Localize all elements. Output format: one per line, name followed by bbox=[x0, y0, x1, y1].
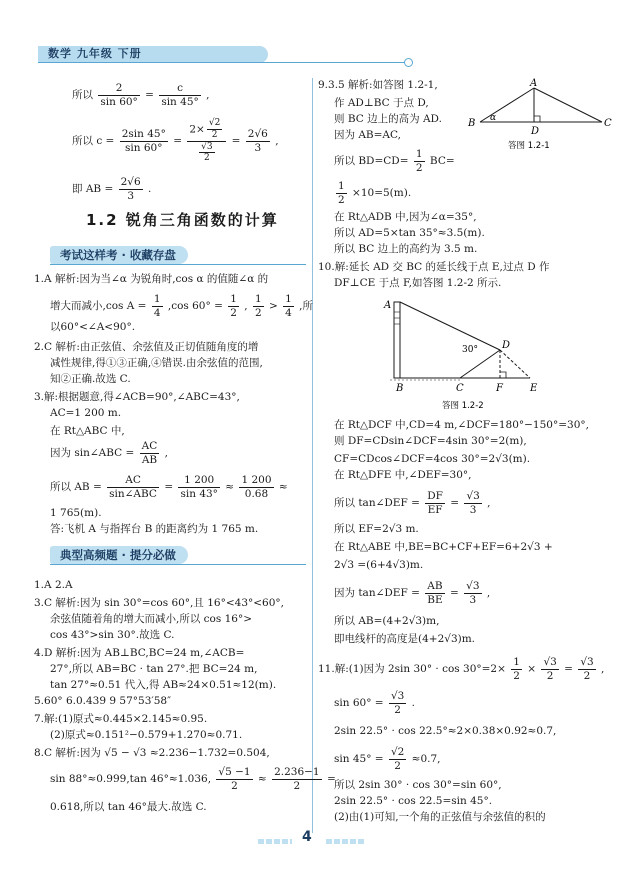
r3-line-3: cos 43°>sin 30°.故选 C. bbox=[50, 629, 175, 641]
q3-line-1: 3.解:根据题意,得∠ACB=90°,∠ABC=43°, bbox=[34, 391, 240, 403]
s10-line-1: 10.解:延长 AD 交 BC 的延长线于点 E,过点 D 作 bbox=[318, 261, 550, 273]
column-divider bbox=[312, 78, 313, 833]
fig2-label-f: F bbox=[496, 383, 503, 394]
s9-line-1: 9.3.5 解析:如答图 1.2-1, bbox=[318, 79, 438, 91]
banner-frequent: 典型高频题 · 提分必做 bbox=[50, 546, 188, 564]
eq-line-1: 所以 $\frac{2}{\sin 60^\circ}$ = $\frac{c}{\sin 45^\circ}$ , bbox=[72, 82, 210, 108]
s10-line-10: 2√3 =(6+4√3)m. bbox=[334, 559, 424, 571]
fig2-line-ad bbox=[400, 302, 500, 350]
fig1-caption: 答图 1.2-1 bbox=[508, 141, 550, 151]
fig2-label-d: D bbox=[502, 340, 511, 351]
r5-line: 5.60° 6.0.439 9 57°53′58″ bbox=[34, 695, 172, 707]
footer-left-bar bbox=[258, 839, 292, 844]
q1-line-3: 以60°<∠A<90°. bbox=[50, 321, 136, 333]
figure-1-2-2 bbox=[382, 294, 562, 414]
r7-line-1: 7.解:(1)原式≈0.445×2.145≈0.95. bbox=[34, 713, 208, 725]
s9-line-4: 因为 AB=AC, bbox=[334, 129, 402, 141]
s10-line-3: 在 Rt△DCF 中,CD=4 m,∠DCF=180°−150°=30°, bbox=[334, 419, 589, 431]
r4-line-2: 27°,所以 AB=BC · tan 27°.把 BC=24 m, bbox=[50, 663, 258, 675]
q3-line-3: 在 Rt△ABC 中, bbox=[50, 425, 125, 437]
s10-line-4: 则 DF=CDsin∠DCF=4sin 30°=2(m), bbox=[334, 435, 527, 447]
s9-line-9: 所以 BC 边上的高约为 3.5 m. bbox=[334, 243, 478, 255]
fig2-label-a: A bbox=[384, 300, 392, 311]
s10-line-5: CF=CDcos∠DCF=4cos 30°=2√3(m). bbox=[334, 453, 531, 465]
r8-line-1: 8.C 解析:因为 √5 − √3 ≈2.236−1.732=0.504, bbox=[34, 747, 270, 759]
banner-exam: 考试这样考 · 收藏存盘 bbox=[50, 246, 188, 264]
fig2-label-b: B bbox=[396, 383, 404, 394]
fig1-label-d: D bbox=[531, 126, 540, 137]
q1-line-2: 增大而减小,cos A = $\frac{1}{4}$ ,cos 60° = $\frac{1}{2}$ , $\frac{1}{2}$ > $\frac{1}{4}$ ,所 bbox=[50, 293, 313, 319]
q3-line-4: 因为 sin∠ABC = $\frac{AC}{AB}$ , bbox=[50, 440, 168, 466]
page-number: 4 bbox=[302, 829, 312, 845]
s11-line-4: sin 45° = $\frac{√2}{2}$ ≈0.7, bbox=[334, 746, 441, 772]
s9-line-8: 所以 AD=5×tan 35°≈3.5(m). bbox=[334, 227, 485, 239]
figure-1-2-1 bbox=[462, 78, 618, 156]
r7-line-2: (2)原式≈0.151²−0.579+1.270≈0.71. bbox=[50, 729, 243, 741]
r8-line-3: 0.618,所以 tan 46°最大.故选 C. bbox=[50, 801, 207, 813]
s10-line-7: 所以 tan∠DEF = $\frac{DF}{EF}$ = $\frac{√3}{3}$ , bbox=[334, 490, 491, 516]
fig2-label-c: C bbox=[456, 383, 464, 394]
fig2-label-angle: 30° bbox=[462, 345, 478, 355]
banner-frequent-rule bbox=[50, 564, 306, 565]
s11-line-2: sin 60° = $\frac{√3}{2}$ . bbox=[334, 690, 415, 716]
s11-line-3: 2sin 22.5° · cos 22.5°≈2×0.38×0.92≈0.7, bbox=[334, 725, 557, 737]
fig1-label-c: C bbox=[604, 118, 612, 129]
r8-line-2: sin 88°≈0.999,tan 46°≈1.036, $\frac{√5 -1}{2}$ ≈ $\frac{2.236-1}{2}$ = bbox=[50, 766, 336, 792]
r4-line-3: tan 27°≈0.51 代入,得 AB≈24×0.51≈12(m). bbox=[50, 679, 277, 691]
s11-line-1: 11.解:(1)因为 2sin 30° · cos 30°=2× $\frac{1}{2}$ × $\frac{√3}{2}$ = $\frac{√3}{2}$ , bbox=[318, 656, 605, 682]
s10-line-12: 所以 AB=(4+2√3)m, bbox=[334, 615, 440, 627]
s10-line-6: 在 Rt△DFE 中,∠DEF=30°, bbox=[334, 469, 472, 481]
s9-line-5: 所以 BD=CD= $\frac{1}{2}$ BC= bbox=[334, 148, 455, 174]
fig1-label-alpha: α bbox=[490, 113, 497, 123]
q3-line-7: 答:飞机 A 与指挥台 B 的距离约为 1 765 m. bbox=[50, 523, 259, 535]
fig2-pole bbox=[394, 302, 400, 378]
eq-line-2: 所以 c = $\frac{2\sin 45^\circ}{\sin 60^\circ}$ = 2× $\frac{√2}{2}$ $\frac{√3}{2}$ = $\frac{2√6}{3}$ , bbox=[72, 118, 279, 164]
q3-line-5: 所以 AB = $\frac{AC}{\text{sin∠ABC}}$ = $\frac{1 200}{\sin 43^\circ}$ ≈ $\frac{1 200}{0.68}$ ≈ bbox=[50, 474, 288, 500]
section-title: 1.2 锐角三角函数的计算 bbox=[86, 211, 279, 229]
s10-line-2: DF⊥CE 于点 F,如答图 1.2-2 所示. bbox=[334, 277, 502, 289]
r3-line-2: 余弦值随着角的增大而减小,所以 cos 16°> bbox=[50, 613, 253, 625]
banner-exam-rule bbox=[50, 264, 306, 265]
s10-line-9: 在 Rt△ABE 中,BE=BC+CF+EF=6+2√3 + bbox=[334, 541, 553, 553]
s9-line-3: 则 BC 边上的高为 AD. bbox=[334, 113, 442, 125]
fig1-label-a: A bbox=[530, 78, 538, 89]
q3-line-6: 1 765(m). bbox=[50, 507, 102, 519]
q1-line-1: 1.A 解析:因为当∠α 为锐角时,cos α 的值随∠α 的 bbox=[34, 273, 269, 285]
s11-line-7: (2)由(1)可知,一个角的正弦值与余弦值的积的 bbox=[334, 811, 546, 823]
fig1-side-ab bbox=[480, 88, 534, 122]
s9-line-2: 作 AD⊥BC 于点 D, bbox=[334, 97, 429, 109]
r4-line-1: 4.D 解析:因为 AB⊥BC,BC=24 m,∠ACB= bbox=[34, 647, 245, 659]
header-rule bbox=[38, 62, 408, 63]
fig1-right-angle-icon bbox=[534, 116, 540, 122]
fig2-caption: 答图 1.2-2 bbox=[442, 401, 484, 411]
s11-line-6: 2sin 22.5° · cos 22.5=sin 45°. bbox=[334, 795, 493, 807]
q2-line-3: 知②正确.故选 C. bbox=[50, 373, 131, 385]
q2-line-1: 2.C 解析:由正弦值、余弦值及正切值随角度的增 bbox=[34, 341, 259, 353]
fig2-line-de bbox=[500, 350, 530, 378]
eq-line-3: 即 AB = $\frac{2√6}{3}$ . bbox=[72, 176, 152, 202]
r1-line: 1.A 2.A bbox=[34, 579, 73, 591]
fig2-label-e: E bbox=[530, 383, 538, 394]
q2-line-2: 减性规律,得①③正确,④错误.由余弦值的范围, bbox=[50, 357, 263, 369]
s10-line-11: 因为 tan∠DEF = $\frac{AB}{BE}$ = $\frac{√3}{3}$ , bbox=[334, 580, 491, 606]
fig1-side-ac bbox=[534, 88, 602, 122]
fig2-right-angle-icon bbox=[500, 372, 506, 378]
header-title: 数学 九年级 下册 bbox=[48, 47, 142, 60]
q3-line-2: AC=1 200 m. bbox=[50, 407, 122, 419]
fig1-label-b: B bbox=[468, 118, 476, 129]
r3-line-1: 3.C 解析:因为 sin 30°=cos 60°,且 16°<43°<60°, bbox=[34, 597, 285, 609]
s11-line-5: 所以 2sin 30° · cos 30°=sin 60°, bbox=[334, 779, 502, 791]
header-dot-icon bbox=[404, 58, 413, 67]
s9-line-6: $\frac{1}{2}$ ×10=5(m). bbox=[338, 180, 412, 206]
footer-right-bar bbox=[326, 839, 366, 844]
s10-line-8: 所以 EF=2√3 m. bbox=[334, 523, 419, 535]
s10-line-13: 即电线杆的高度是(4+2√3)m. bbox=[334, 633, 476, 645]
s9-line-7: 在 Rt△ADB 中,因为∠α=35°, bbox=[334, 211, 477, 223]
